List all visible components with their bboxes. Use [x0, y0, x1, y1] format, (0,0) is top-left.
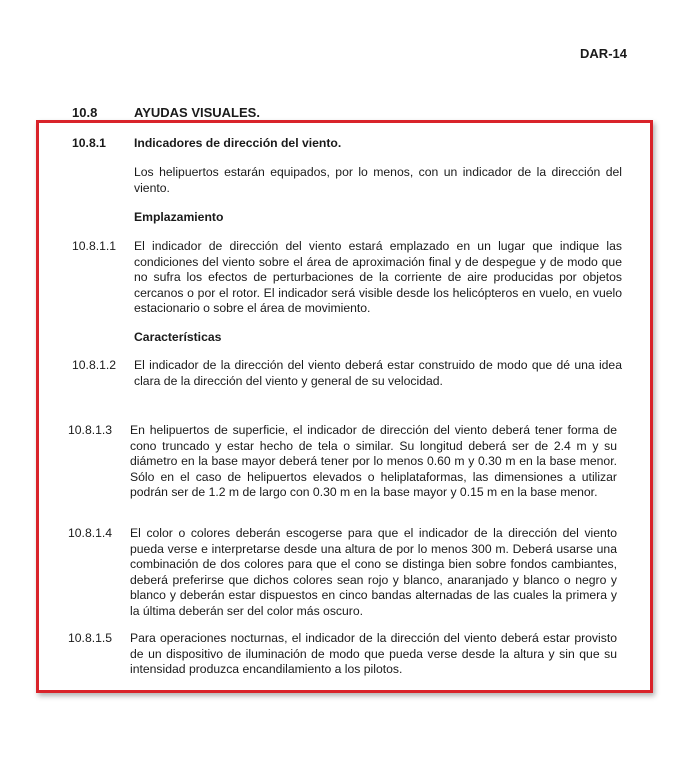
- placement-paragraph: El indicador de dirección del viento estará emplazado en un lugar que indique las condiciones del viento sobre el área de aproximación final y de despegue y de modo que no sufra los efectos de perturbaciones de la corriente de aire producidas por objetos cercanos o por el rotor. El indicador será visible desde los helicópteros en vuelo, en vuelo estacionario o sobre el área de movimiento.: [134, 239, 622, 316]
- characteristics-heading: Características: [134, 330, 222, 344]
- placement-heading: Emplazamiento: [134, 210, 224, 224]
- paragraph-10-8-1-3: En helipuertos de superficie, el indicador de dirección del viento deberá tener forma de cono truncado y estar hecho de tela o similar. Su longitud deberá ser de 2.4 m y su diámetro en la base mayor deberá tener por lo menos 0.60 m y 0.30 m en la base menor. Sólo en el caso de helipuertos elevados o heliplataformas, las dimensiones a utilizar podrán ser de 1.2 m de largo con 0.30 m en la base mayor y 0.15 m en la base menor.: [130, 423, 617, 500]
- subsection-number: 10.8.1: [72, 136, 106, 150]
- section-number: 10.8: [72, 105, 98, 120]
- paragraph-10-8-1-4: El color o colores deberán escogerse para que el indicador de la dirección del viento pueda verse e interpretarse desde una altura de por lo menos 300 m. Deberá usarse una combinación de dos colores para que el cono se distinga bien sobre fondos cambiantes, deberá preferirse que dichos colores sean rojo y blanco, anaranjado y blanco o negro y blanco y deberán estar dispuestos en cinco bandas alternadas de las cuales la primera y la última deberán ser del color más oscuro.: [130, 526, 617, 618]
- paragraph-number-10-8-1-5: 10.8.1.5: [68, 631, 113, 645]
- document-code: DAR-14: [580, 46, 627, 61]
- paragraph-number-10-8-1-2: 10.8.1.2: [72, 358, 117, 372]
- paragraph-10-8-1-5: Para operaciones nocturnas, el indicador de la dirección del viento deberá estar provisto de un dispositivo de iluminación de modo que pueda verse desde la altura y sin que su intensidad produzca encandilamiento a los pilotos.: [130, 631, 617, 677]
- paragraph-number-10-8-1-3: 10.8.1.3: [68, 423, 113, 437]
- characteristics-paragraph: El indicador de la dirección del viento deberá estar construido de modo que dé una idea clara de la dirección del viento y general de su velocidad.: [134, 358, 622, 388]
- paragraph-number-10-8-1-1: 10.8.1.1: [72, 239, 117, 253]
- intro-paragraph: Los helipuertos estarán equipados, por lo menos, con un indicador de la dirección del viento.: [134, 165, 622, 195]
- section-title: AYUDAS VISUALES.: [134, 105, 260, 120]
- paragraph-number-10-8-1-4: 10.8.1.4: [68, 526, 113, 540]
- subsection-title: Indicadores de dirección del viento.: [134, 136, 342, 150]
